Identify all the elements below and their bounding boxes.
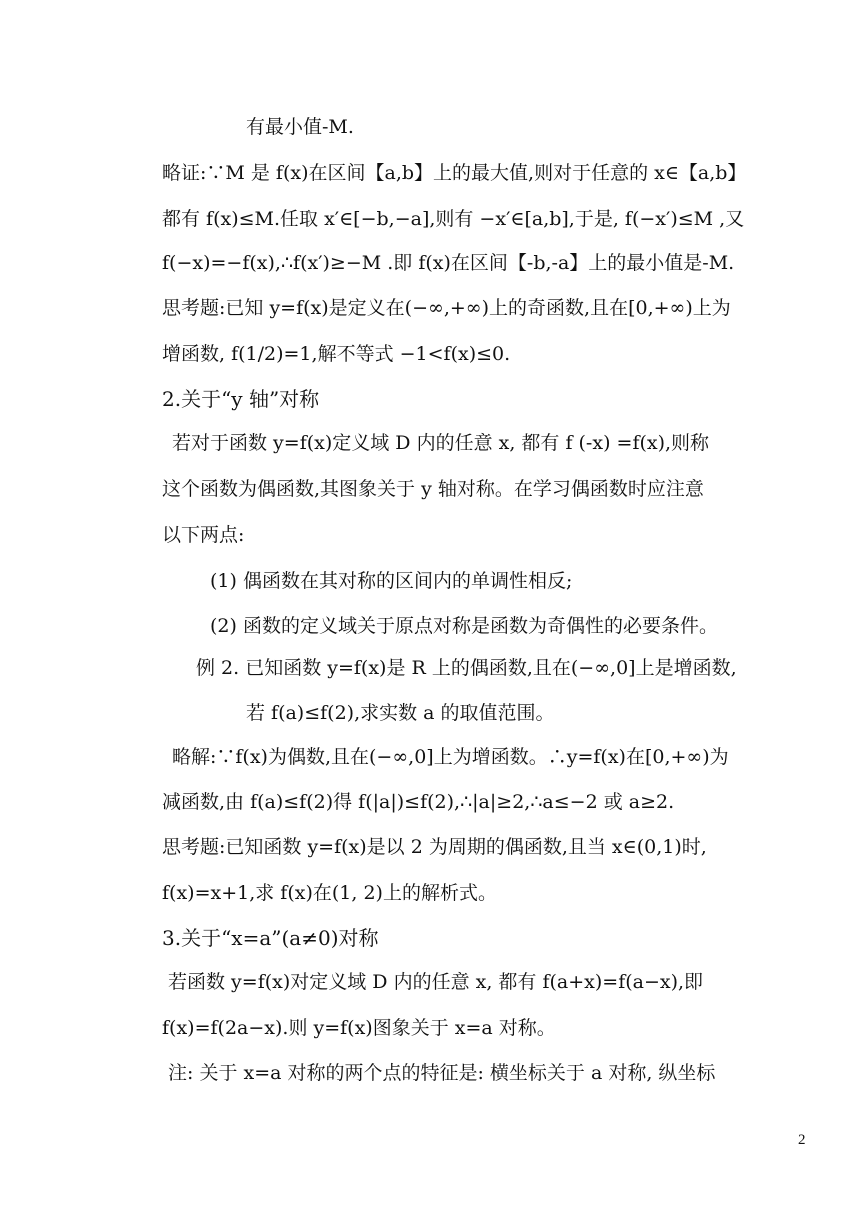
page-number: 2 [798,1132,806,1148]
text-line: 有最小值-M. [246,116,354,138]
text-line: 减函数,由 f(a)≤f(2)得 f(|a|)≤f(2),∴|a|≥2,∴a≤−2 或 a≥2. [162,791,675,813]
text-line: 略证:∵M 是 f(x)在区间【a,b】上的最大值,则对于任意的 x∈【a,b】 [162,162,747,184]
list-item: (1) 偶函数在其对称的区间内的单调性相反; [210,570,573,592]
text-line: 注: 关于 x=a 对称的两个点的特征是: 横坐标关于 a 对称, 纵坐标 [168,1062,716,1084]
text-line: 以下两点: [162,524,245,546]
section-heading: 3.关于“x=a”(a≠0)对称 [162,926,379,950]
text-line: 若对于函数 y=f(x)定义域 D 内的任意 x, 都有 f (-x) =f(x),则称 [172,432,710,454]
text-line: f(x)=f(2a−x).则 y=f(x)图象关于 x=a 对称。 [162,1017,556,1039]
text-line: 增函数, f(1/2)=1,解不等式 −1<f(x)≤0. [162,343,511,365]
list-item: (2) 函数的定义域关于原点对称是函数为奇偶性的必要条件。 [210,615,718,637]
section-heading: 2.关于“y 轴”对称 [162,387,320,411]
text-line: 略解:∵f(x)为偶数,且在(−∞,0]上为增函数。∴y=f(x)在[0,+∞)为 [172,746,729,768]
example-line: 例 2. 已知函数 y=f(x)是 R 上的偶函数,且在(−∞,0]上是增函数, [196,657,737,679]
example-line: 若 f(a)≤f(2),求实数 a 的取值范围。 [246,702,555,724]
text-line: 思考题:已知 y=f(x)是定义在(−∞,+∞)上的奇函数,且在[0,+∞)上为 [162,297,731,319]
text-line: f(−x)=−f(x),∴f(x′)≥−M .即 f(x)在区间【-b,-a】上的最小值是-M. [162,252,735,274]
text-line: 若函数 y=f(x)对定义域 D 内的任意 x, 都有 f(a+x)=f(a−x),即 [168,971,704,993]
text-line: 这个函数为偶函数,其图象关于 y 轴对称。在学习偶函数时应注意 [162,478,704,500]
text-line: 思考题:已知函数 y=f(x)是以 2 为周期的偶函数,且当 x∈(0,1)时, [162,836,707,858]
text-line: f(x)=x+1,求 f(x)在(1, 2)上的解析式。 [162,882,497,904]
text-line: 都有 f(x)≤M.任取 x′∈[−b,−a],则有 −x′∈[a,b],于是, f(−x′)≤M ,又 [162,208,745,230]
